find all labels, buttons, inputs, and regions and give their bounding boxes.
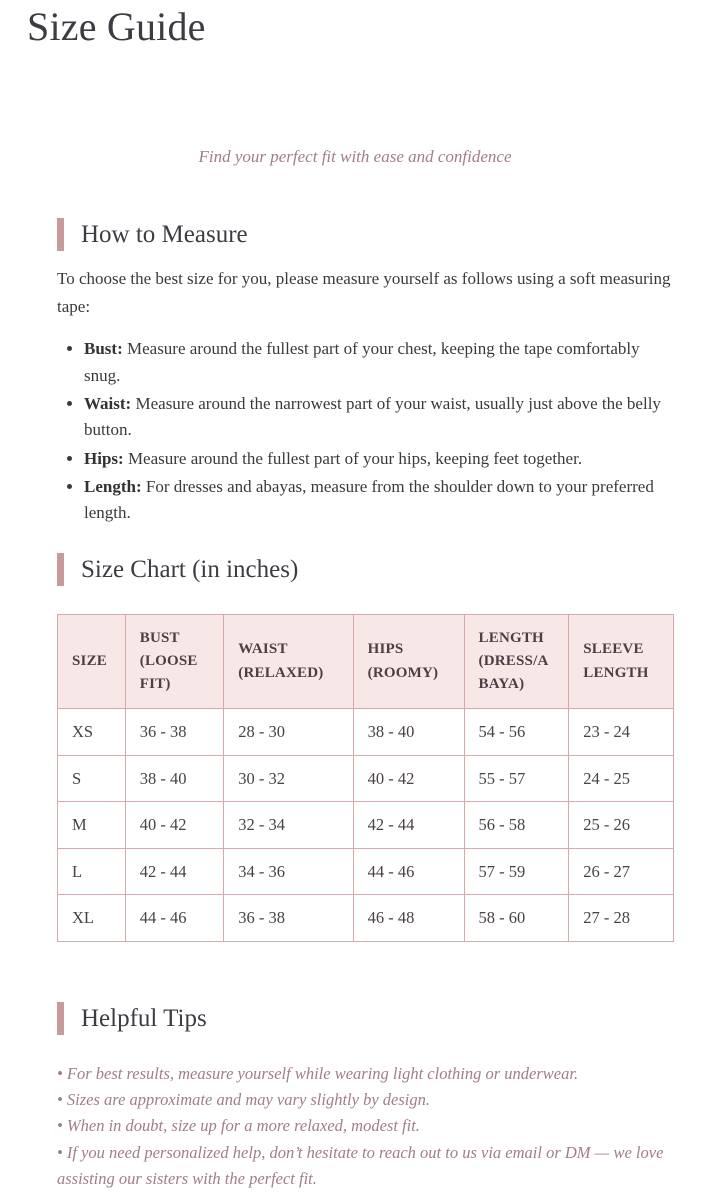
section-size-chart [57,553,674,942]
tips-list [57,1061,674,1193]
column-header-waist: WAIST (RELAXED) [224,614,353,709]
table-cell: 36 - 38 [125,709,224,755]
table-cell: S [58,755,126,801]
table-cell: 27 - 28 [569,895,674,941]
table-row-xl [58,895,674,941]
section-helpful-tips [57,1002,674,1193]
table-cell: 56 - 58 [464,802,569,848]
table-cell: 46 - 48 [353,895,464,941]
measure-item-waist [84,391,674,444]
table-cell: 44 - 46 [125,895,224,941]
tagline: Find your perfect fit with ease and confidence [198,147,512,166]
table-cell: 55 - 57 [464,755,569,801]
table-cell: 42 - 44 [353,802,464,848]
table-cell: 42 - 44 [125,848,224,894]
measure-intro: To choose the best size for you, please measure yourself as follows using a soft measuring tape: [57,268,671,317]
measure-item-text: Measure around the fullest part of your hips, keeping feet together. [127,448,583,468]
table-cell: 36 - 38 [224,895,353,941]
table-cell: 44 - 46 [353,848,464,894]
helpful-tips-heading: Helpful Tips [57,1002,674,1035]
measure-item-hips [84,446,674,472]
table-cell: XL [58,895,126,941]
measure-item-text: Measure around the fullest part of your chest, keeping the tape comfortably snug. [84,339,640,385]
table-cell: 54 - 56 [464,709,569,755]
column-header-hips: HIPS (ROOMY) [353,614,464,709]
tip-item: • For best results, measure yourself while wearing light clothing or underwear. [57,1061,674,1087]
table-cell: 58 - 60 [464,895,569,941]
page-title: Size Guide [27,4,206,49]
table-cell: 23 - 24 [569,709,674,755]
table-cell: L [58,848,126,894]
table-cell: 24 - 25 [569,755,674,801]
table-cell: 40 - 42 [353,755,464,801]
how-to-measure-heading: How to Measure [57,218,674,251]
measure-item-label: Length: [84,477,142,496]
column-header-bust: BUST (LOOSE FIT) [125,614,224,709]
column-header-size: SIZE [58,614,126,709]
size-chart-heading: Size Chart (in inches) [57,553,674,586]
table-row-l [58,848,674,894]
table-header-row [58,614,674,709]
table-cell: XS [58,709,126,755]
tip-item: • When in doubt, size up for a more relaxed, modest fit. [57,1113,674,1139]
table-cell: 34 - 36 [224,848,353,894]
measure-item-label: Waist: [84,393,132,413]
size-chart-table [57,614,674,942]
table-cell: 40 - 42 [125,802,224,848]
section-how-to-measure [57,218,674,527]
table-cell: 57 - 59 [464,848,569,894]
table-cell: 25 - 26 [569,802,674,848]
measure-item-length [84,474,674,527]
measure-list [57,336,674,526]
measure-item-bust [84,336,674,389]
column-header-sleeve: SLEEVE LENGTH [569,614,674,709]
table-row-xs [58,709,674,755]
table-cell: M [58,802,126,848]
table-row-m [58,802,674,848]
column-header-length: LENGTH (DRESS/ABAYA) [464,614,569,709]
table-cell: 32 - 34 [224,802,353,848]
table-row-s [58,755,674,801]
tip-item: • If you need personalized help, don’t hesitate to reach out to us via email or DM — we love assisting our sisters with the perfect fit. [57,1140,674,1193]
tip-item: • Sizes are approximate and may vary slightly by design. [57,1087,674,1113]
table-cell: 30 - 32 [224,755,353,801]
table-cell: 26 - 27 [569,848,674,894]
table-cell: 38 - 40 [353,709,464,755]
measure-item-text: For dresses and abayas, measure from the shoulder down to your preferred length. [84,477,654,523]
measure-item-text: Measure around the narrowest part of your waist, usually just above the belly button. [84,393,661,440]
measure-item-label: Bust: [84,339,123,359]
table-cell: 28 - 30 [224,709,353,755]
table-cell: 38 - 40 [125,755,224,801]
measure-item-label: Hips: [84,448,124,468]
